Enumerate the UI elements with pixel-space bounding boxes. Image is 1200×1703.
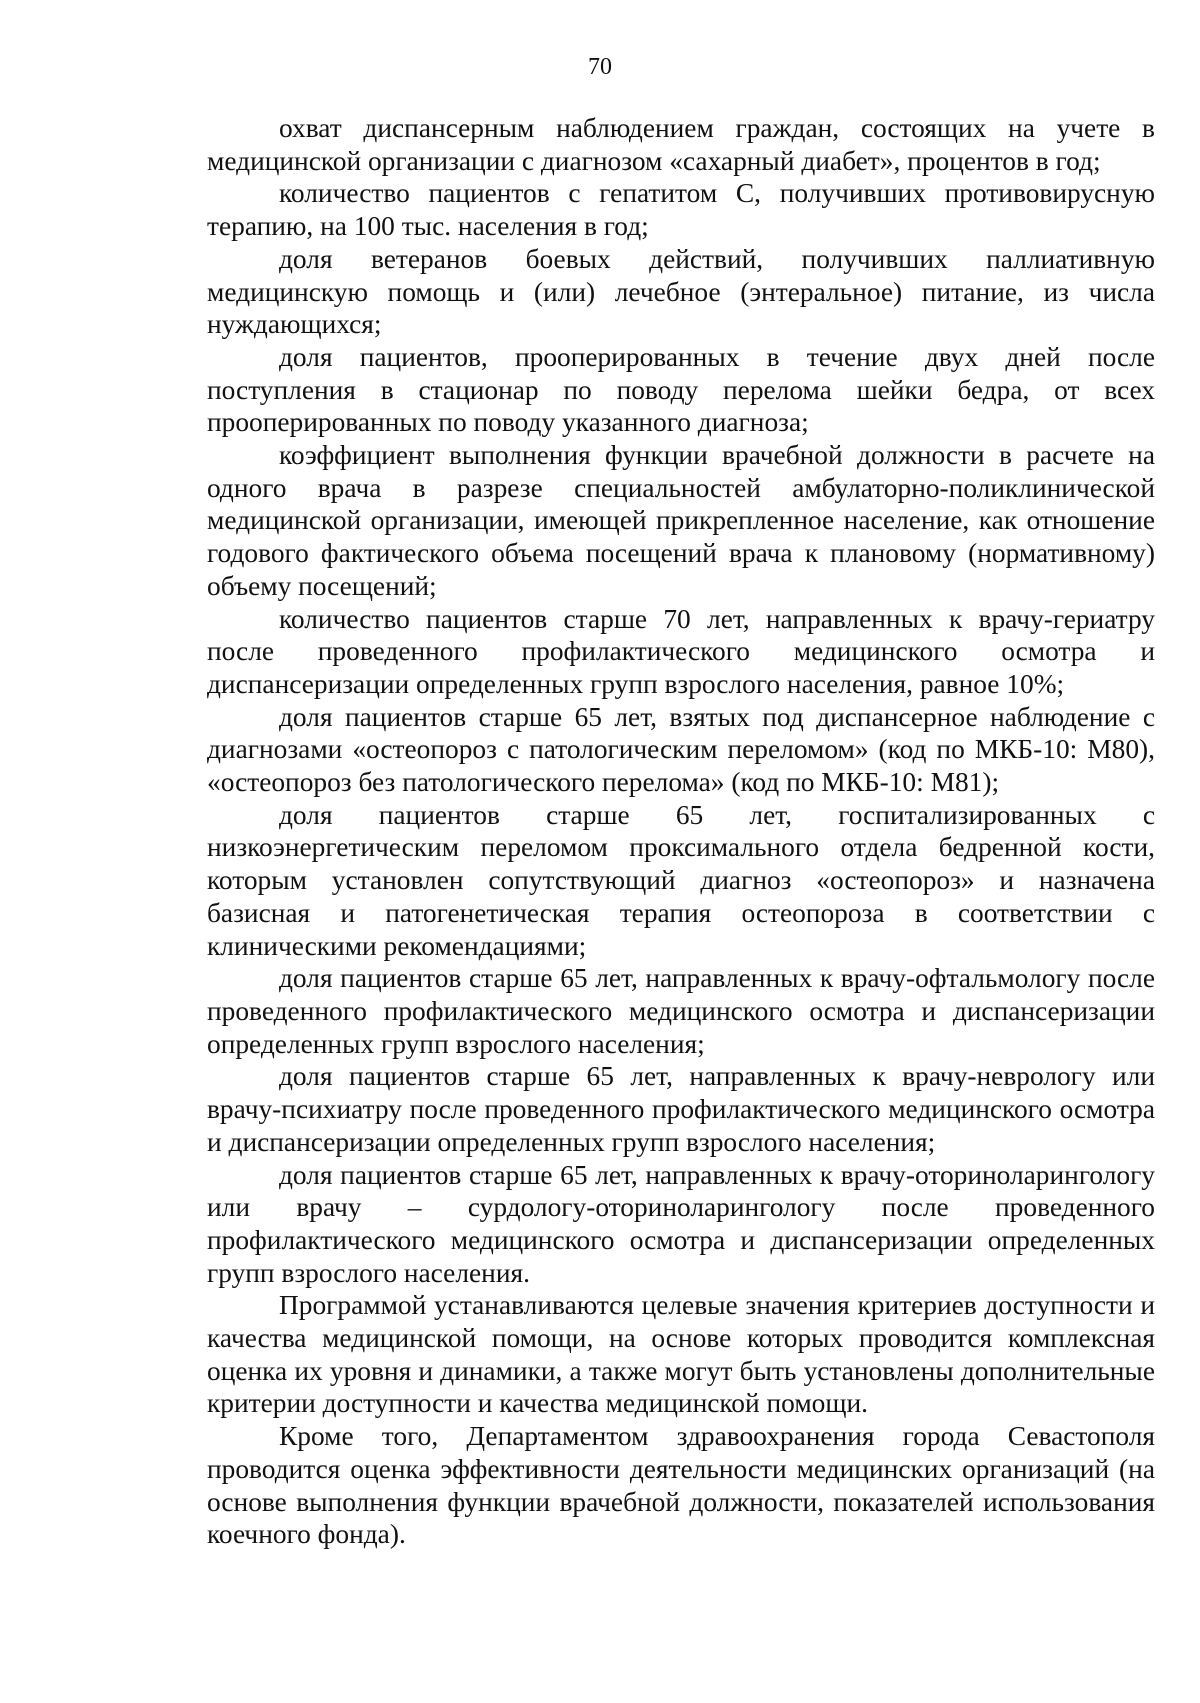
paragraph-hip-fracture-surgery: доля пациентов, прооперированных в течение двух дней после поступления в стационар по поводу перелома шейки бедра, от всех прооперированных по поводу указанного диагноза; [207,341,1155,438]
paragraph-diabetes-dispensary-coverage: охват диспансерным наблюдением граждан, состоящих на учете в медицинской организации с диагнозом «сахарный диабет», процентов в год; [207,113,1155,176]
paragraph-ophthalmologist-referrals: доля пациентов старше 65 лет, направленных к врачу-офтальмологу после проведенного профилактического медицинского осмотра и диспансеризации определенных групп взрослого населения; [207,963,1155,1059]
paragraph-geriatrician-referrals: количество пациентов старше 70 лет, направленных к врачу-гериатру после проведенного профилактического медицинского осмотра и диспансеризации определенных групп взрослого населения, равное 10%; [207,603,1155,699]
page-number: 70 [588,54,612,80]
document-body [207,112,1155,1551]
paragraph-veterans-palliative-care: доля ветеранов боевых действий, получивших паллиативную медицинскую помощь и (или) лечебное (энтеральное) питание, из числа нуждающихся; [207,243,1155,340]
paragraph-department-efficiency-assessment: Кроме того, Департаментом здравоохранения города Севастополя проводится оценка эффективности деятельности медицинских организаций (на основе выполнения функции врачебной должности, показателей использования коечного фонда). [207,1421,1155,1550]
paragraph-osteoporosis-dispensary: доля пациентов старше 65 лет, взятых под диспансерное наблюдение с диагнозами «остеопороз с патологическим переломом» (код по МКБ-10: М80), «остеопороз без патологического перелома» (код по МКБ-10: М81); [207,701,1155,798]
paragraph-neurologist-psychiatrist-referrals: доля пациентов старше 65 лет, направленных к врачу-неврологу или врачу-психиатру после проведенного профилактического медицинского осмотра и диспансеризации определенных групп взрослого населения; [207,1061,1155,1157]
paragraph-otolaryngologist-referrals: доля пациентов старше 65 лет, направленных к врачу-оториноларингологу или врачу – сурдологу-оториноларингологу после проведенного профилактического медицинского осмотра и диспансеризации определенных групп взрослого населения. [207,1159,1155,1288]
paragraph-hepatitis-c-therapy: количество пациентов с гепатитом С, получивших противовирусную терапию, на 100 тыс. населения в год; [207,178,1155,242]
paragraph-program-target-values: Программой устанавливаются целевые значения критериев доступности и качества медицинской помощи, на основе которых проводится комплексная оценка их уровня и динамики, а также могут быть установлены дополнительные критерии доступности и качества медицинской помощи. [207,1290,1155,1419]
paragraph-physician-function-coefficient: коэффициент выполнения функции врачебной должности в расчете на одного врача в разрезе специальностей амбулаторно-поликлинической медицинской организации, имеющей прикрепленное население, как отношение годового фактического объема посещений врача к плановому (нормативному) объему посещений; [207,440,1155,601]
paragraph-femur-fracture-osteoporosis-therapy: доля пациентов старше 65 лет, госпитализированных с низкоэнергетическим переломом проксимального отдела бедренной кости, которым установлен сопутствующий диагноз «остеопороз» и назначена базисная и патогенетическая терапия остеопороза в соответствии с клиническими рекомендациями; [207,799,1155,961]
